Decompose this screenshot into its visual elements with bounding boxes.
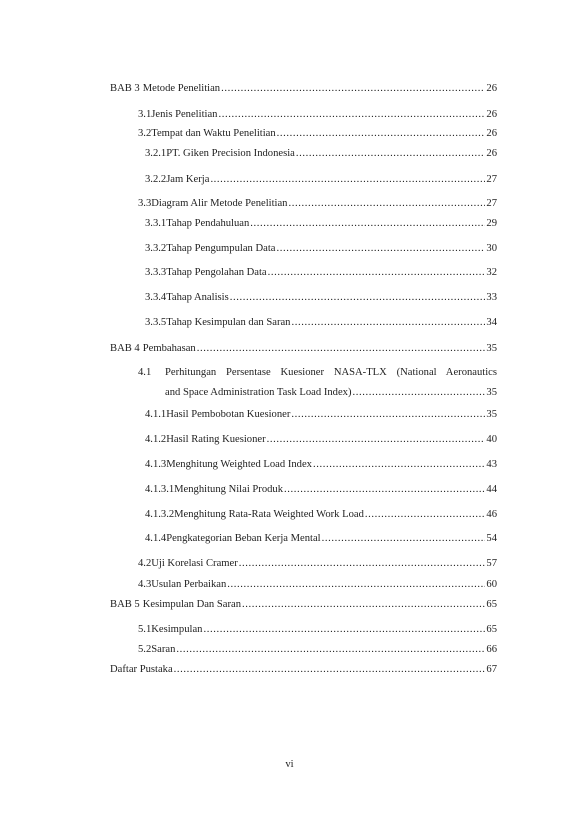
dot-leader — [227, 578, 485, 592]
toc-entry-daftar-pustaka[interactable] — [110, 663, 497, 677]
toc-page-number: 35 — [486, 409, 497, 420]
toc-page-number: 34 — [486, 317, 497, 328]
toc-entry-3-2[interactable] — [138, 127, 497, 141]
dot-leader — [176, 643, 485, 657]
toc-page-number: 43 — [486, 459, 497, 470]
toc-entry-4-3[interactable] — [138, 578, 497, 592]
toc-page-number: 29 — [486, 218, 497, 229]
dot-leader — [210, 173, 485, 187]
toc-title: Tahap Analisis — [166, 292, 229, 303]
toc-entry-bab4[interactable] — [110, 342, 497, 356]
dot-leader — [288, 197, 485, 211]
toc-entry-4-1-3-1[interactable] — [145, 483, 497, 497]
toc-number: BAB 3 — [110, 83, 140, 94]
toc-title: Hasil Pembobotan Kuesioner — [166, 409, 291, 420]
toc-number: 3.3.5 — [145, 317, 167, 328]
dot-leader — [284, 483, 485, 497]
toc-entry-5-1[interactable] — [138, 623, 497, 637]
dot-leader — [277, 127, 486, 141]
toc-title: Menghitung Nilai Produk — [174, 484, 284, 495]
page-number: vi — [285, 759, 294, 770]
toc-entry-bab5[interactable] — [110, 598, 497, 612]
toc-title: Jam Kerja — [166, 174, 210, 185]
toc-entry-4-1-3-2[interactable] — [145, 508, 497, 522]
toc-entry-3-3-2[interactable] — [145, 242, 497, 256]
toc-title: Tahap Pendahuluan — [166, 218, 250, 229]
toc-page-number: 30 — [486, 243, 497, 254]
toc-page-number: 32 — [486, 267, 497, 278]
toc-title: Pembahasan — [142, 343, 196, 354]
dot-leader — [291, 316, 485, 330]
dot-leader — [242, 598, 485, 612]
toc-entry-3-2-1[interactable] — [145, 147, 497, 161]
toc-entry-3-3[interactable] — [138, 197, 497, 211]
dot-leader — [352, 386, 485, 400]
toc-title-line1: Perhitungan Persentase Kuesioner NASA-TLX (National Aeronautics — [165, 367, 497, 378]
dot-leader — [267, 433, 486, 447]
dot-leader — [250, 217, 485, 231]
toc-page-number: 27 — [486, 174, 497, 185]
toc-number: 4.1.4 — [145, 533, 167, 544]
toc-page-number: 66 — [486, 644, 497, 655]
toc-page-number: 33 — [486, 292, 497, 303]
toc-number: 4.3 — [138, 579, 152, 590]
dot-leader — [197, 342, 486, 356]
toc-title: Tahap Pengumpulan Data — [166, 243, 276, 254]
toc-page-number: 26 — [486, 109, 497, 120]
dot-leader — [365, 508, 486, 522]
toc-number: 4.1.2 — [145, 434, 167, 445]
toc-page-number: 67 — [486, 664, 497, 675]
dot-leader — [239, 557, 486, 571]
toc-number: 3.3.2 — [145, 243, 167, 254]
toc-title: Daftar Pustaka — [110, 664, 173, 675]
toc-number: 3.2 — [138, 128, 152, 139]
toc-page-number: 65 — [486, 599, 497, 610]
toc-entry-4-2[interactable] — [138, 557, 497, 571]
toc-page-number: 26 — [486, 128, 497, 139]
toc-title: Hasil Rating Kuesioner — [166, 434, 266, 445]
toc-entry-4-1-3[interactable] — [145, 458, 497, 472]
toc-page-number: 35 — [486, 343, 497, 354]
toc-page-number: 26 — [486, 83, 497, 94]
toc-number: 5.1 — [138, 624, 152, 635]
toc-entry-3-3-5[interactable] — [145, 316, 497, 330]
toc-number: BAB 4 — [110, 343, 140, 354]
toc-entry-3-2-2[interactable] — [145, 173, 497, 187]
toc-title: Jenis Penelitian — [151, 109, 218, 120]
toc-title: Pengkategorian Beban Kerja Mental — [166, 533, 321, 544]
toc-number: 4.1.3.1 — [145, 484, 175, 495]
dot-leader — [218, 108, 485, 122]
toc-entry-5-2[interactable] — [138, 643, 497, 657]
toc-number: 3.2.2 — [145, 174, 167, 185]
toc-entry-3-3-3[interactable] — [145, 266, 497, 280]
toc-entry-3-1[interactable] — [138, 108, 497, 122]
toc-page-number: 27 — [486, 198, 497, 209]
toc-entry-4-1-1[interactable] — [145, 408, 497, 422]
toc-number: 4.1 — [138, 367, 152, 378]
toc-title: Diagram Alir Metode Penelitian — [151, 198, 288, 209]
toc-number: 4.1.3 — [145, 459, 167, 470]
toc-page-number: 35 — [486, 387, 497, 398]
toc-page-number: 40 — [486, 434, 497, 445]
dot-leader — [322, 532, 486, 546]
dot-leader — [230, 291, 486, 305]
dot-leader — [313, 458, 485, 472]
toc-number: 3.3 — [138, 198, 152, 209]
toc-title: Tahap Pengolahan Data — [166, 267, 267, 278]
toc-number: 4.2 — [138, 558, 152, 569]
toc-title: Menghitung Rata-Rata Weighted Work Load — [174, 509, 364, 520]
toc-number: 3.1 — [138, 109, 152, 120]
toc-title: Uji Korelasi Cramer — [151, 558, 238, 569]
toc-number: 3.2.1 — [145, 148, 167, 159]
toc-number: 4.1.3.2 — [145, 509, 175, 520]
toc-number: 4.1.1 — [145, 409, 167, 420]
toc-entry-4-1-4[interactable] — [145, 532, 497, 546]
toc-page-number: 44 — [486, 484, 497, 495]
toc-title: Metode Penelitian — [142, 83, 221, 94]
toc-title: Kesimpulan Dan Saran — [142, 599, 241, 610]
dot-leader — [291, 408, 485, 422]
toc-title: Kesimpulan — [151, 624, 203, 635]
dot-leader — [221, 82, 485, 96]
toc-number: 3.3.4 — [145, 292, 167, 303]
toc-page-number: 46 — [486, 509, 497, 520]
toc-page-number: 60 — [486, 579, 497, 590]
toc-entry-bab3[interactable] — [110, 82, 497, 96]
toc-entry-3-3-1[interactable] — [145, 217, 497, 231]
toc-title: PT. Giken Precision Indonesia — [166, 148, 295, 159]
dot-leader — [276, 242, 485, 256]
dot-leader — [296, 147, 486, 161]
toc-page-number: 54 — [486, 533, 497, 544]
toc-number: 5.2 — [138, 644, 152, 655]
dot-leader — [268, 266, 486, 280]
dot-leader — [174, 663, 486, 677]
toc-title-line2: and Space Administration Task Load Index) — [165, 387, 352, 398]
toc-title: Tempat dan Waktu Penelitian — [151, 128, 276, 139]
toc-number: BAB 5 — [110, 599, 140, 610]
toc-title: Tahap Kesimpulan dan Saran — [166, 317, 291, 328]
toc-entry-4-1-2[interactable] — [145, 433, 497, 447]
toc-number: 3.3.3 — [145, 267, 167, 278]
toc-page-number: 65 — [486, 624, 497, 635]
dot-leader — [203, 623, 485, 637]
toc-entry-3-3-4[interactable] — [145, 291, 497, 305]
toc-title: Saran — [151, 644, 176, 655]
toc-title: Usulan Perbaikan — [151, 579, 227, 590]
toc-page-number: 57 — [486, 558, 497, 569]
toc-number: 3.3.1 — [145, 218, 167, 229]
toc-title: Menghitung Weighted Load Index — [166, 459, 312, 470]
toc-page-number: 26 — [486, 148, 497, 159]
